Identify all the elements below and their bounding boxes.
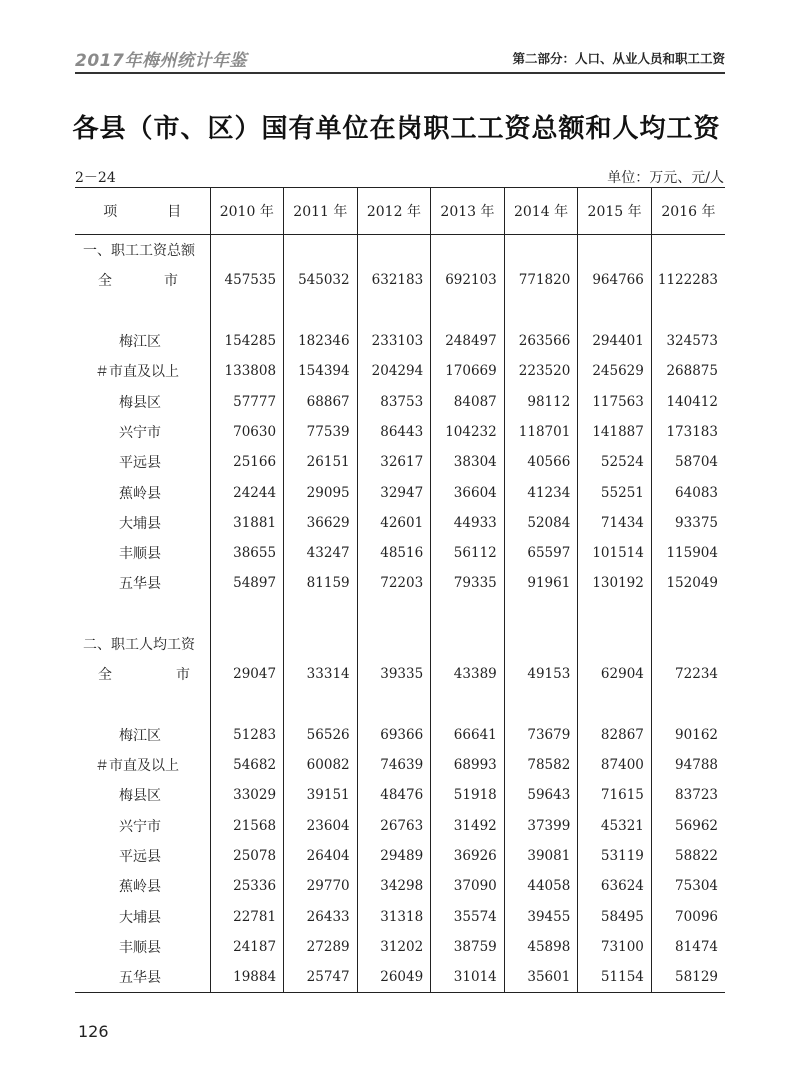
value-cell: 248497 xyxy=(431,326,505,356)
value-cell: 130192 xyxy=(578,568,652,598)
table-row xyxy=(75,508,725,538)
row-label: ＃市直及以上 xyxy=(95,758,179,775)
unit-label: 单位：万元、元/人 xyxy=(607,170,724,186)
value-cell: 29770 xyxy=(284,871,358,901)
value-cell: 25078 xyxy=(210,841,284,871)
section-title: 一、职工工资总额 xyxy=(83,243,195,260)
row-label: 梅江区 xyxy=(119,727,161,744)
header-row xyxy=(75,188,725,235)
total-label-b: 市 xyxy=(164,273,178,290)
value-cell: 60082 xyxy=(284,750,358,780)
total-label-text xyxy=(98,664,190,684)
empty-cell xyxy=(357,629,431,659)
value-cell: 93375 xyxy=(651,508,725,538)
value-cell: 245629 xyxy=(578,356,652,386)
value-cell: 86443 xyxy=(357,417,431,447)
empty-cell xyxy=(210,629,284,659)
value-cell: 73100 xyxy=(578,932,652,962)
value-cell: 68867 xyxy=(284,386,358,416)
row-label: 梅县区 xyxy=(119,788,161,805)
value-cell: 29047 xyxy=(210,659,284,689)
value-cell: 37090 xyxy=(431,871,505,901)
value-cell: 45321 xyxy=(578,811,652,841)
row-label: 兴宁市 xyxy=(119,424,161,441)
table-row xyxy=(75,417,725,447)
empty-cell xyxy=(210,235,284,266)
table-body xyxy=(75,235,725,993)
value-cell: 75304 xyxy=(651,871,725,901)
value-cell: 133808 xyxy=(210,356,284,386)
empty-cell xyxy=(651,296,725,326)
value-cell: 23604 xyxy=(284,811,358,841)
value-cell: 78582 xyxy=(504,750,578,780)
value-cell: 170669 xyxy=(431,356,505,386)
value-cell: 29489 xyxy=(357,841,431,871)
header-item-b: 目 xyxy=(167,204,182,220)
part-title: 第二部分：人口、从业人员和职工工资 xyxy=(512,51,725,66)
table-row xyxy=(75,780,725,810)
header-year: 2011 年 xyxy=(284,188,358,235)
total-row xyxy=(75,265,725,295)
total-label xyxy=(75,659,210,689)
value-cell: 154285 xyxy=(210,326,284,356)
row-label: 五华县 xyxy=(119,576,161,593)
value-cell: 294401 xyxy=(578,326,652,356)
table-row xyxy=(75,447,725,477)
value-cell: 41234 xyxy=(504,477,578,507)
value-cell: 36926 xyxy=(431,841,505,871)
value-cell: 81159 xyxy=(284,568,358,598)
empty-cell xyxy=(504,235,578,266)
table-row xyxy=(75,750,725,780)
value-cell: 45898 xyxy=(504,932,578,962)
value-cell: 104232 xyxy=(431,417,505,447)
value-cell: 545032 xyxy=(284,265,358,295)
value-cell: 771820 xyxy=(504,265,578,295)
value-cell: 35601 xyxy=(504,962,578,993)
value-cell: 37399 xyxy=(504,811,578,841)
value-cell: 33029 xyxy=(210,780,284,810)
value-cell: 632183 xyxy=(357,265,431,295)
value-cell: 31202 xyxy=(357,932,431,962)
value-cell: 56112 xyxy=(431,538,505,568)
value-cell: 22781 xyxy=(210,902,284,932)
value-cell: 38304 xyxy=(431,447,505,477)
value-cell: 29095 xyxy=(284,477,358,507)
empty-cell xyxy=(651,629,725,659)
empty-cell xyxy=(431,235,505,266)
empty-cell xyxy=(75,599,210,629)
value-cell: 70096 xyxy=(651,902,725,932)
empty-cell xyxy=(210,296,284,326)
empty-cell xyxy=(431,296,505,326)
value-cell: 83753 xyxy=(357,386,431,416)
value-cell: 21568 xyxy=(210,811,284,841)
empty-cell xyxy=(578,689,652,719)
value-cell: 55251 xyxy=(578,477,652,507)
empty-cell xyxy=(357,296,431,326)
total-label-text xyxy=(98,270,178,290)
value-cell: 56526 xyxy=(284,720,358,750)
value-cell: 91961 xyxy=(504,568,578,598)
row-label: 蕉岭县 xyxy=(119,879,161,896)
empty-cell xyxy=(284,599,358,629)
empty-cell xyxy=(651,235,725,266)
value-cell: 32947 xyxy=(357,477,431,507)
page-title: 各县（市、区）国有单位在岗职工工资总额和人均工资 xyxy=(72,114,721,144)
row-label: 梅县区 xyxy=(119,394,161,411)
empty-cell xyxy=(75,296,210,326)
value-cell: 58704 xyxy=(651,447,725,477)
value-cell: 54897 xyxy=(210,568,284,598)
header-year: 2014 年 xyxy=(504,188,578,235)
row-label: 平远县 xyxy=(119,455,161,472)
empty-cell xyxy=(210,599,284,629)
header-year: 2015 年 xyxy=(578,188,652,235)
value-cell: 64083 xyxy=(651,477,725,507)
value-cell: 182346 xyxy=(284,326,358,356)
value-cell: 35574 xyxy=(431,902,505,932)
row-label: 平远县 xyxy=(119,849,161,866)
row-label: 丰顺县 xyxy=(119,546,161,563)
header-year: 2012 年 xyxy=(357,188,431,235)
value-cell: 31881 xyxy=(210,508,284,538)
row-label: 兴宁市 xyxy=(119,818,161,835)
header-year: 2013 年 xyxy=(431,188,505,235)
table-row xyxy=(75,538,725,568)
value-cell: 38759 xyxy=(431,932,505,962)
value-cell: 39335 xyxy=(357,659,431,689)
spacer-row xyxy=(75,689,725,719)
header-item xyxy=(75,188,210,235)
empty-cell xyxy=(284,629,358,659)
value-cell: 117563 xyxy=(578,386,652,416)
value-cell: 98112 xyxy=(504,386,578,416)
table-row xyxy=(75,356,725,386)
value-cell: 43389 xyxy=(431,659,505,689)
header-year: 2010 年 xyxy=(210,188,284,235)
value-cell: 36604 xyxy=(431,477,505,507)
value-cell: 268875 xyxy=(651,356,725,386)
value-cell: 53119 xyxy=(578,841,652,871)
value-cell: 233103 xyxy=(357,326,431,356)
value-cell: 31014 xyxy=(431,962,505,993)
empty-cell xyxy=(357,599,431,629)
table-row xyxy=(75,386,725,416)
empty-cell xyxy=(357,235,431,266)
header-year: 2016 年 xyxy=(651,188,725,235)
total-label-b: 市 xyxy=(176,667,190,684)
value-cell: 173183 xyxy=(651,417,725,447)
value-cell: 90162 xyxy=(651,720,725,750)
empty-cell xyxy=(431,689,505,719)
value-cell: 62904 xyxy=(578,659,652,689)
empty-cell xyxy=(284,235,358,266)
yearbook-name: 2017年梅州统计年鉴 xyxy=(75,51,247,71)
empty-cell xyxy=(504,689,578,719)
value-cell: 58495 xyxy=(578,902,652,932)
empty-cell xyxy=(578,296,652,326)
empty-cell xyxy=(651,689,725,719)
empty-cell xyxy=(504,296,578,326)
empty-cell xyxy=(284,689,358,719)
value-cell: 36629 xyxy=(284,508,358,538)
value-cell: 39081 xyxy=(504,841,578,871)
row-label: 大埔县 xyxy=(119,909,161,926)
value-cell: 43247 xyxy=(284,538,358,568)
value-cell: 49153 xyxy=(504,659,578,689)
empty-cell xyxy=(357,689,431,719)
value-cell: 26404 xyxy=(284,841,358,871)
value-cell: 38655 xyxy=(210,538,284,568)
empty-cell xyxy=(578,235,652,266)
value-cell: 68993 xyxy=(431,750,505,780)
value-cell: 26049 xyxy=(357,962,431,993)
empty-cell xyxy=(284,296,358,326)
table-row xyxy=(75,811,725,841)
value-cell: 24187 xyxy=(210,932,284,962)
total-label-a: 全 xyxy=(98,667,112,684)
value-cell: 54682 xyxy=(210,750,284,780)
table-row xyxy=(75,902,725,932)
value-cell: 94788 xyxy=(651,750,725,780)
value-cell: 56962 xyxy=(651,811,725,841)
value-cell: 66641 xyxy=(431,720,505,750)
header-rule xyxy=(75,72,725,74)
value-cell: 33314 xyxy=(284,659,358,689)
value-cell: 71434 xyxy=(578,508,652,538)
empty-cell xyxy=(578,599,652,629)
value-cell: 59643 xyxy=(504,780,578,810)
value-cell: 44058 xyxy=(504,871,578,901)
value-cell: 82867 xyxy=(578,720,652,750)
empty-cell xyxy=(651,599,725,629)
row-label: 蕉岭县 xyxy=(119,485,161,502)
value-cell: 63624 xyxy=(578,871,652,901)
value-cell: 152049 xyxy=(651,568,725,598)
value-cell: 51283 xyxy=(210,720,284,750)
value-cell: 83723 xyxy=(651,780,725,810)
row-label: 丰顺县 xyxy=(119,939,161,956)
spacer-row xyxy=(75,599,725,629)
value-cell: 42601 xyxy=(357,508,431,538)
total-label xyxy=(75,265,210,295)
value-cell: 101514 xyxy=(578,538,652,568)
value-cell: 48476 xyxy=(357,780,431,810)
header-item-a: 项 xyxy=(103,204,118,220)
empty-cell xyxy=(210,689,284,719)
value-cell: 25166 xyxy=(210,447,284,477)
row-label: 大埔县 xyxy=(119,515,161,532)
value-cell: 25747 xyxy=(284,962,358,993)
value-cell: 263566 xyxy=(504,326,578,356)
section-title-row xyxy=(75,629,725,659)
value-cell: 87400 xyxy=(578,750,652,780)
value-cell: 84087 xyxy=(431,386,505,416)
data-table xyxy=(75,187,725,993)
value-cell: 118701 xyxy=(504,417,578,447)
value-cell: 154394 xyxy=(284,356,358,386)
value-cell: 692103 xyxy=(431,265,505,295)
empty-cell xyxy=(578,629,652,659)
running-head xyxy=(75,46,725,70)
value-cell: 141887 xyxy=(578,417,652,447)
value-cell: 204294 xyxy=(357,356,431,386)
value-cell: 70630 xyxy=(210,417,284,447)
value-cell: 19884 xyxy=(210,962,284,993)
page-number: 126 xyxy=(78,1022,109,1041)
value-cell: 58822 xyxy=(651,841,725,871)
value-cell: 69366 xyxy=(357,720,431,750)
value-cell: 1122283 xyxy=(651,265,725,295)
value-cell: 72203 xyxy=(357,568,431,598)
value-cell: 34298 xyxy=(357,871,431,901)
value-cell: 457535 xyxy=(210,265,284,295)
value-cell: 51154 xyxy=(578,962,652,993)
value-cell: 324573 xyxy=(651,326,725,356)
value-cell: 26763 xyxy=(357,811,431,841)
table-row xyxy=(75,477,725,507)
empty-cell xyxy=(504,599,578,629)
row-label: ＃市直及以上 xyxy=(95,364,179,381)
value-cell: 26433 xyxy=(284,902,358,932)
value-cell: 74639 xyxy=(357,750,431,780)
total-row xyxy=(75,659,725,689)
section-title-row xyxy=(75,235,725,266)
table-row xyxy=(75,720,725,750)
value-cell: 32617 xyxy=(357,447,431,477)
table-row xyxy=(75,568,725,598)
empty-cell xyxy=(75,689,210,719)
value-cell: 140412 xyxy=(651,386,725,416)
section-title: 二、职工人均工资 xyxy=(83,637,195,653)
table-row xyxy=(75,932,725,962)
value-cell: 25336 xyxy=(210,871,284,901)
value-cell: 223520 xyxy=(504,356,578,386)
value-cell: 51918 xyxy=(431,780,505,810)
table-row xyxy=(75,871,725,901)
value-cell: 77539 xyxy=(284,417,358,447)
value-cell: 44933 xyxy=(431,508,505,538)
table-row xyxy=(75,962,725,993)
value-cell: 72234 xyxy=(651,659,725,689)
value-cell: 58129 xyxy=(651,962,725,993)
value-cell: 40566 xyxy=(504,447,578,477)
value-cell: 27289 xyxy=(284,932,358,962)
empty-cell xyxy=(431,599,505,629)
value-cell: 24244 xyxy=(210,477,284,507)
value-cell: 39151 xyxy=(284,780,358,810)
value-cell: 48516 xyxy=(357,538,431,568)
value-cell: 115904 xyxy=(651,538,725,568)
value-cell: 65597 xyxy=(504,538,578,568)
value-cell: 26151 xyxy=(284,447,358,477)
row-label: 梅江区 xyxy=(119,334,161,351)
empty-cell xyxy=(431,629,505,659)
value-cell: 71615 xyxy=(578,780,652,810)
table-row xyxy=(75,326,725,356)
value-cell: 52524 xyxy=(578,447,652,477)
value-cell: 31492 xyxy=(431,811,505,841)
spacer-row xyxy=(75,296,725,326)
total-label-a: 全 xyxy=(98,273,112,290)
table-number: 2－24 xyxy=(75,170,116,186)
table-row xyxy=(75,841,725,871)
value-cell: 39455 xyxy=(504,902,578,932)
value-cell: 57777 xyxy=(210,386,284,416)
value-cell: 79335 xyxy=(431,568,505,598)
value-cell: 73679 xyxy=(504,720,578,750)
value-cell: 31318 xyxy=(357,902,431,932)
value-cell: 52084 xyxy=(504,508,578,538)
row-label: 五华县 xyxy=(119,970,161,987)
value-cell: 964766 xyxy=(578,265,652,295)
empty-cell xyxy=(504,629,578,659)
value-cell: 81474 xyxy=(651,932,725,962)
